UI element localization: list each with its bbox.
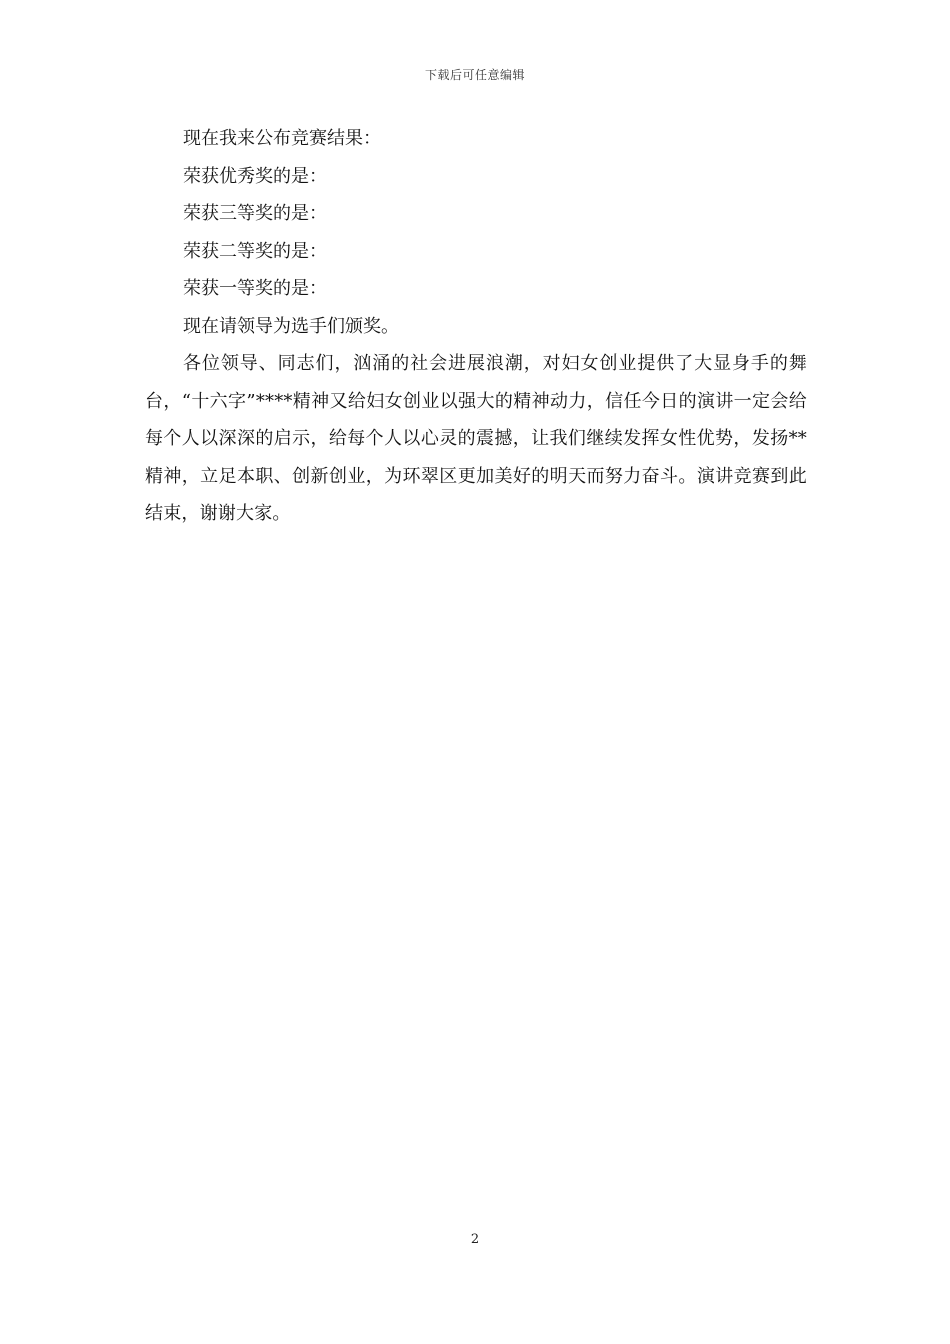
excellence-award-line: 荣获优秀奖的是：: [183, 165, 327, 187]
page-header: 下载后可任意编辑: [424, 68, 525, 82]
second-prize-line: 荣获二等奖的是：: [183, 240, 327, 262]
third-prize-line: 荣获三等奖的是：: [183, 203, 327, 224]
award-presentation-line: 现在请领导为选手们颁奖。: [183, 315, 399, 337]
closing-paragraph: 各位领导、同志们，汹涌的社会进展浪潮，对妇女创业提供了大显身手的舞台，“十六字”****精神又给妇女创业以强大的精神动力，信任今日的演讲一定会给每个人以深深的启示，给每个人以心灵的震撼，让我们继续发挥女性优势，发扬**精神，立足本职、创新创业，为环翠区更加美好的明天而努力奋斗。演讲竞赛到此结束，谢谢大家。: [145, 353, 807, 524]
first-prize-line: 荣获一等奖的是：: [183, 278, 327, 299]
document-body: [145, 120, 807, 533]
results-announcement-line: 现在我来公布竞赛结果：: [183, 128, 381, 149]
page-number: 2: [470, 1232, 480, 1247]
